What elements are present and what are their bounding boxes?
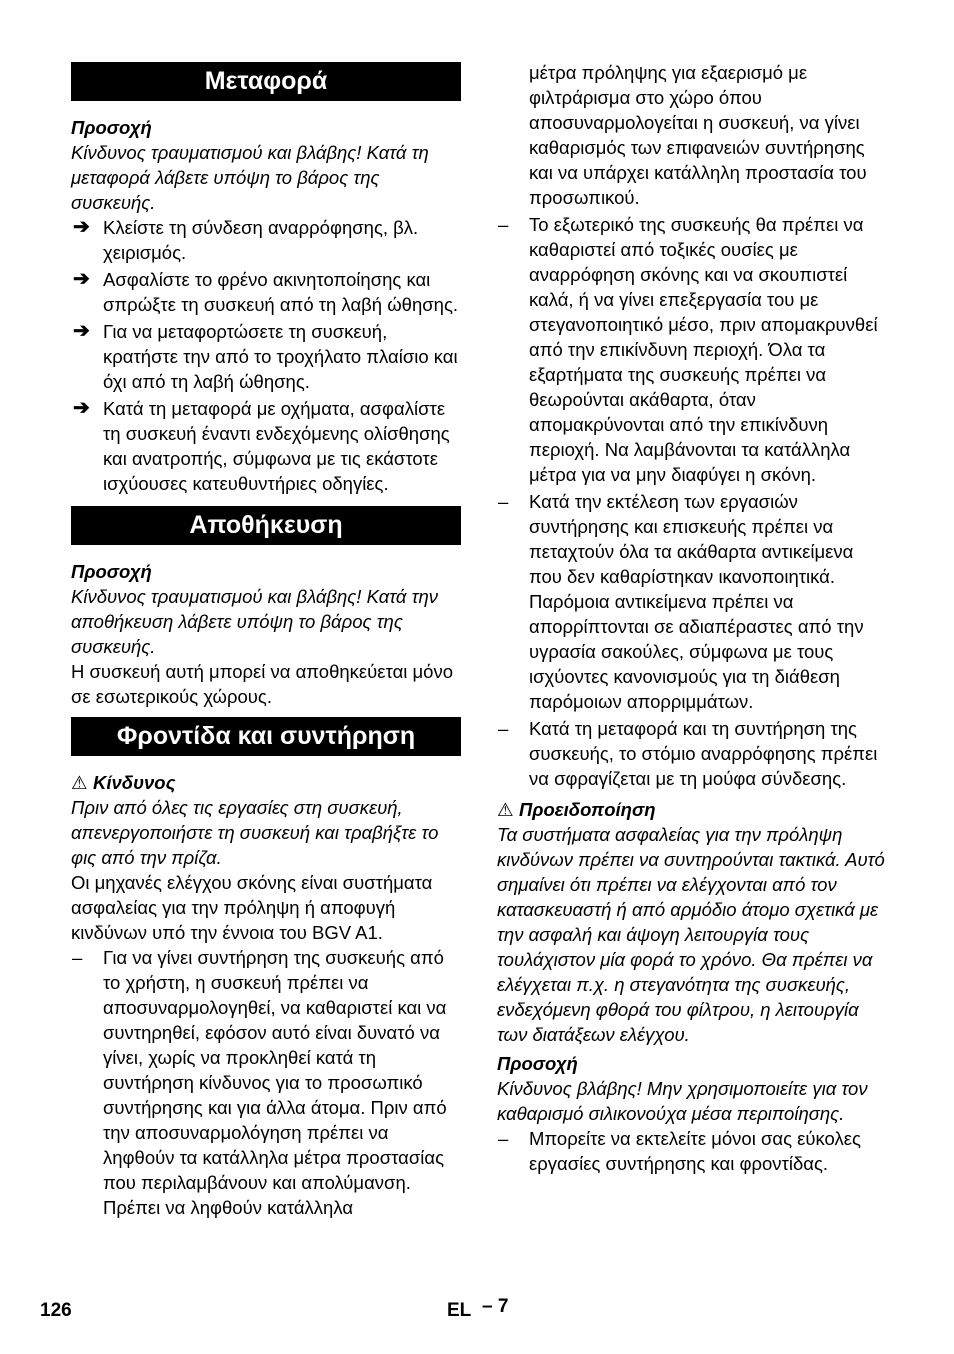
- transport-step: ➔ Για να μεταφορτώσετε τη συσκευή, κρατήστε την από το τροχήλατο πλαίσιο και όχι από τη λαβή ώθησης.: [73, 320, 458, 392]
- transport-heading: Μεταφορά: [71, 62, 461, 101]
- warning-triangle-icon: ⚠: [71, 772, 88, 793]
- maintenance-heading: Φροντίδα και συντήρηση: [71, 717, 461, 756]
- caution-label: Προσοχή: [497, 1053, 578, 1074]
- caution-text: Κίνδυνος βλάβης! Μην χρησιμοποιείτε για τον καθαρισμό σιλικονούχα μέσα περιποίησης.: [497, 1078, 868, 1124]
- dash-icon: –: [72, 947, 83, 968]
- transport-caution-label: Προσοχή: [71, 117, 152, 138]
- transport-caution-text: Κίνδυνος τραυματισμού και βλάβης! Κατά τη μεταφορά λάβετε υπόψη το βάρος της συσκευής.: [71, 142, 429, 213]
- warning-label: ⚠ Προειδοποίηση: [497, 799, 656, 820]
- maintenance-item: – Το εξωτερικό της συσκευής θα πρέπει να καθαριστεί από τοξικές ουσίες με αναρρόφηση σκόνης και να σκουπιστεί καλά, ή να γίνει επεξεργασία του με στεγανοποιητικό μέσο, πριν απομακρυνθεί από την επικίνδυνη περιοχή. Όλα τα εξαρτήματα της συσκευής πρέπει να θεωρούνται ακάθαρτα, όταν απομακρύνονται από την επικίνδυνη περιοχή. Να λαμβάνονται τα κατάλληλα μέτρα για να μην διαφύγει η σκόνη.: [498, 214, 878, 485]
- danger-label: ⚠ Κίνδυνος: [71, 772, 176, 793]
- arrow-icon: ➔: [73, 268, 90, 290]
- maintenance-item: – Για να γίνει συντήρηση της συσκευής από το χρήστη, η συσκευή πρέπει να αποσυναρμολογηθεί, να καθαριστεί και να συντηρηθεί, εφόσον αυτό είναι δυνατό να γίνει, χωρίς να προκληθεί κατά τη συντήρηση κίνδυνος για το προσωπικό συντήρησης και για άλλα άτομα. Πριν από την αποσυναρμολόγηση πρέπει να ληφθούν τα κατάλληλα μέτρα προστασίας που περιλαμβάνουν και απολύμανση. Πρέπει να ληφθούν κατάλληλα: [72, 947, 447, 1218]
- transport-step: ➔ Κλείστε τη σύνδεση αναρρόφησης, βλ. χειρισμός.: [73, 216, 419, 263]
- left-column: [71, 62, 461, 1222]
- maintenance-item: – Κατά τη μεταφορά και τη συντήρηση της συσκευής, το στόμιο αναρρόφησης πρέπει να σφραγίζεται με τη μούφα σύνδεσης.: [498, 718, 878, 789]
- warning-triangle-icon: ⚠: [497, 799, 514, 820]
- storage-text: Η συσκευή αυτή μπορεί να αποθηκεύεται μόνο σε εσωτερικούς χώρους.: [71, 661, 454, 707]
- language-code: EL: [447, 1300, 472, 1321]
- warning-text: Τα συστήματα ασφαλείας για την πρόληψη κινδύνων πρέπει να συντηρούνται τακτικά. Αυτό σημαίνει ότι πρέπει να ελέγχονται από τον κατασκευαστή ή από αρμόδιο άτομο σχετικά με την ασφαλή και άψογη λειτουργία τους τουλάχιστον μία φορά το χρόνο. Θα πρέπει να ελέγχεται π.χ. η στεγανότητα της συσκευής, ενδεχόμενη φθορά του φίλτρου, η λειτουργία των διατάξεων ελέγχου.: [497, 824, 885, 1045]
- transport-step: ➔ Κατά τη μεταφορά με οχήματα, ασφαλίστε τη συσκευή έναντι ενδεχόμενης ολίσθησης και ανατροπής, σύμφωνα με τις εκάστοτε ισχύουσες κατευθυντήριες οδηγίες.: [73, 397, 450, 494]
- arrow-icon: ➔: [73, 216, 90, 238]
- storage-heading: Αποθήκευση: [71, 506, 461, 545]
- section-page: – 7: [482, 1296, 509, 1317]
- maintenance-item: – Κατά την εκτέλεση των εργασιών συντήρησης και επισκευής πρέπει να πεταχτούν όλα τα ακάθαρτα αντικείμενα που δεν καθαρίστηκαν ικανοποιητικά. Παρόμοια αντικείμενα πρέπει να απορρίπτονται σε αδιαπέραστες από την υγρασία σακούλες, σύμφωνα με τους ισχύοντες κανονισμούς για τη διάθεση παρόμοιων απορριμμάτων.: [498, 491, 864, 712]
- storage-caution-label: Προσοχή: [71, 561, 152, 582]
- storage-caution-text: Κίνδυνος τραυματισμού και βλάβης! Κατά την αποθήκευση λάβετε υπόψη το βάρος της συσκευής.: [71, 586, 439, 657]
- dash-icon: –: [498, 1128, 509, 1149]
- transport-step: ➔ Ασφαλίστε το φρένο ακινητοποίησης και σπρώξτε τη συσκευή από τη λαβή ώθησης.: [73, 268, 459, 315]
- page-number: 126: [40, 1300, 72, 1321]
- arrow-icon: ➔: [73, 320, 90, 342]
- danger-text: Πριν από όλες τις εργασίες στη συσκευή, απενεργοποιήστε τη συσκευή και τραβήξτε το φις από την πρίζα.: [71, 797, 439, 868]
- dash-icon: –: [498, 718, 509, 739]
- right-column: [497, 60, 887, 1178]
- maintenance-item-continued: μέτρα πρόληψης για εξαερισμό με φιλτράρισμα στο χώρο όπου αποσυναρμολογείται η συσκευή, να γίνει καθαρισμός των επιφανειών συντήρησης και να υπάρχει κατάλληλη προστασία του προσωπικού.: [529, 62, 867, 208]
- maintenance-intro: Οι μηχανές ελέγχου σκόνης είναι συστήματα ασφαλείας για την πρόληψη ή αποφυγή κινδύνων υπό την έννοια του BGV A1.: [71, 872, 433, 943]
- dash-icon: –: [498, 214, 509, 235]
- maintenance-item: – Μπορείτε να εκτελείτε μόνοι σας εύκολες εργασίες συντήρησης και φροντίδας.: [498, 1128, 861, 1174]
- dash-icon: –: [498, 491, 509, 512]
- arrow-icon: ➔: [73, 397, 90, 419]
